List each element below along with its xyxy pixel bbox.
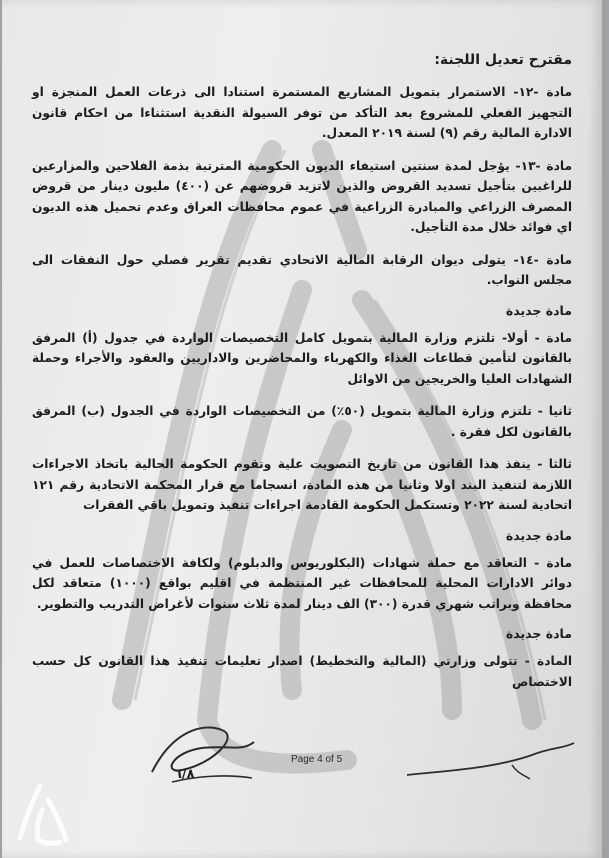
signature-right [402,735,582,785]
signature-note: ٦/٨ [174,767,195,782]
article-14: مادة -١٤- يتولى ديوان الرقابة المالية الاتحادي تقديم تقرير فصلي حول النفقات الى مجلس النواب. [32,252,572,287]
article-13: مادة -١٣- يؤجل لمدة سنتين استيفاء الديون الحكومية المترتبة بذمة الفلاحين والمزارعين للراغبين بتأجيل تسديد القروض والذين لاتزيد قروضهم عن (٤٠٠) مليون دينار من قروض المصرف الزراعي والمبادرة الزراعية في عموم محافظات العراق وعدم تحميل هذه الديون اي فوائد خلال مدة التأجيل. [32,158,572,234]
new-article-heading-1: مادة جديدة [505,302,572,318]
new-article-1-clause-3: ثالثا - ينفذ هذا القانون من تاريخ التصويت علية وتقوم الحكومة الحالية باتخاذ الاجراءات اللازمة لتنفيذ البند اولا وثانيا من هذه المادة، انسجاما مع قرار المحكمة الاتحادية رقم ١٢١ اتحادية لسنة ٢٠٢٢ وتستكمل الحكومة القادمة اجراءات تنفيذ وتمويل باقي الفقرات [32,457,572,512]
new-article-1-clause-2: ثانيا - تلتزم وزارة المالية بتمويل (٥٠٪) من التخصيصات الواردة في الجدول (ب) المرفق بالقانون لكل فقرة . [32,404,572,439]
document-page [2,0,602,858]
corner-logo-icon [14,780,74,848]
page-number: Page 4 of 5 [291,754,343,765]
committee-proposal-heading: مقترح تعديل اللجنة: [434,52,572,68]
article-12: مادة -١٢- الاستمرار بتمويل المشاريع المستمرة استنادا الى ذرعات العمل المنجزة او التجهيز الفعلي للمشروع بعد التأكد من توفر السيولة النقدية استثناءا من احكام قانون الادارة المالية رقم (٩) لسنة ٢٠١٩ المعدل. [32,85,572,140]
new-article-3-text: المادة - تتولى وزارتي (المالية والتخطيط) اصدار تعليمات تنفيذ هذا القانون كل حسب الاختصاص [32,654,572,689]
new-article-heading-3: مادة جديدة [505,626,572,641]
new-article-2-text: مادة - التعاقد مع حملة شهادات (البكلوريوس والدبلوم) ولكافة الاختصاصات للعمل في دوائر الادارات المحلية للمحافظات غير المنتظمة في اقليم بواقع (١٠٠٠) متعاقد لكل محافظة وبراتب شهري قدرة (٣٠٠) الف دينار لمدة ثلاث سنوات لأغراض التدريب والتطوير. [32,555,572,611]
new-article-heading-2: مادة جديدة [505,527,572,543]
document-body [32,52,572,704]
signature-left [142,712,262,792]
new-article-1-clause-1: مادة - أولا- تلتزم وزارة المالية بتمويل كامل التخصيصات الواردة في جدول (أ) المرفق بالقانون لتأمين قطاعات الغذاء والكهرباء والمحاضرين والاداريين والعقود والأجراء وحملة الشهادات العليا والخريجين من الاوائل [32,330,572,386]
